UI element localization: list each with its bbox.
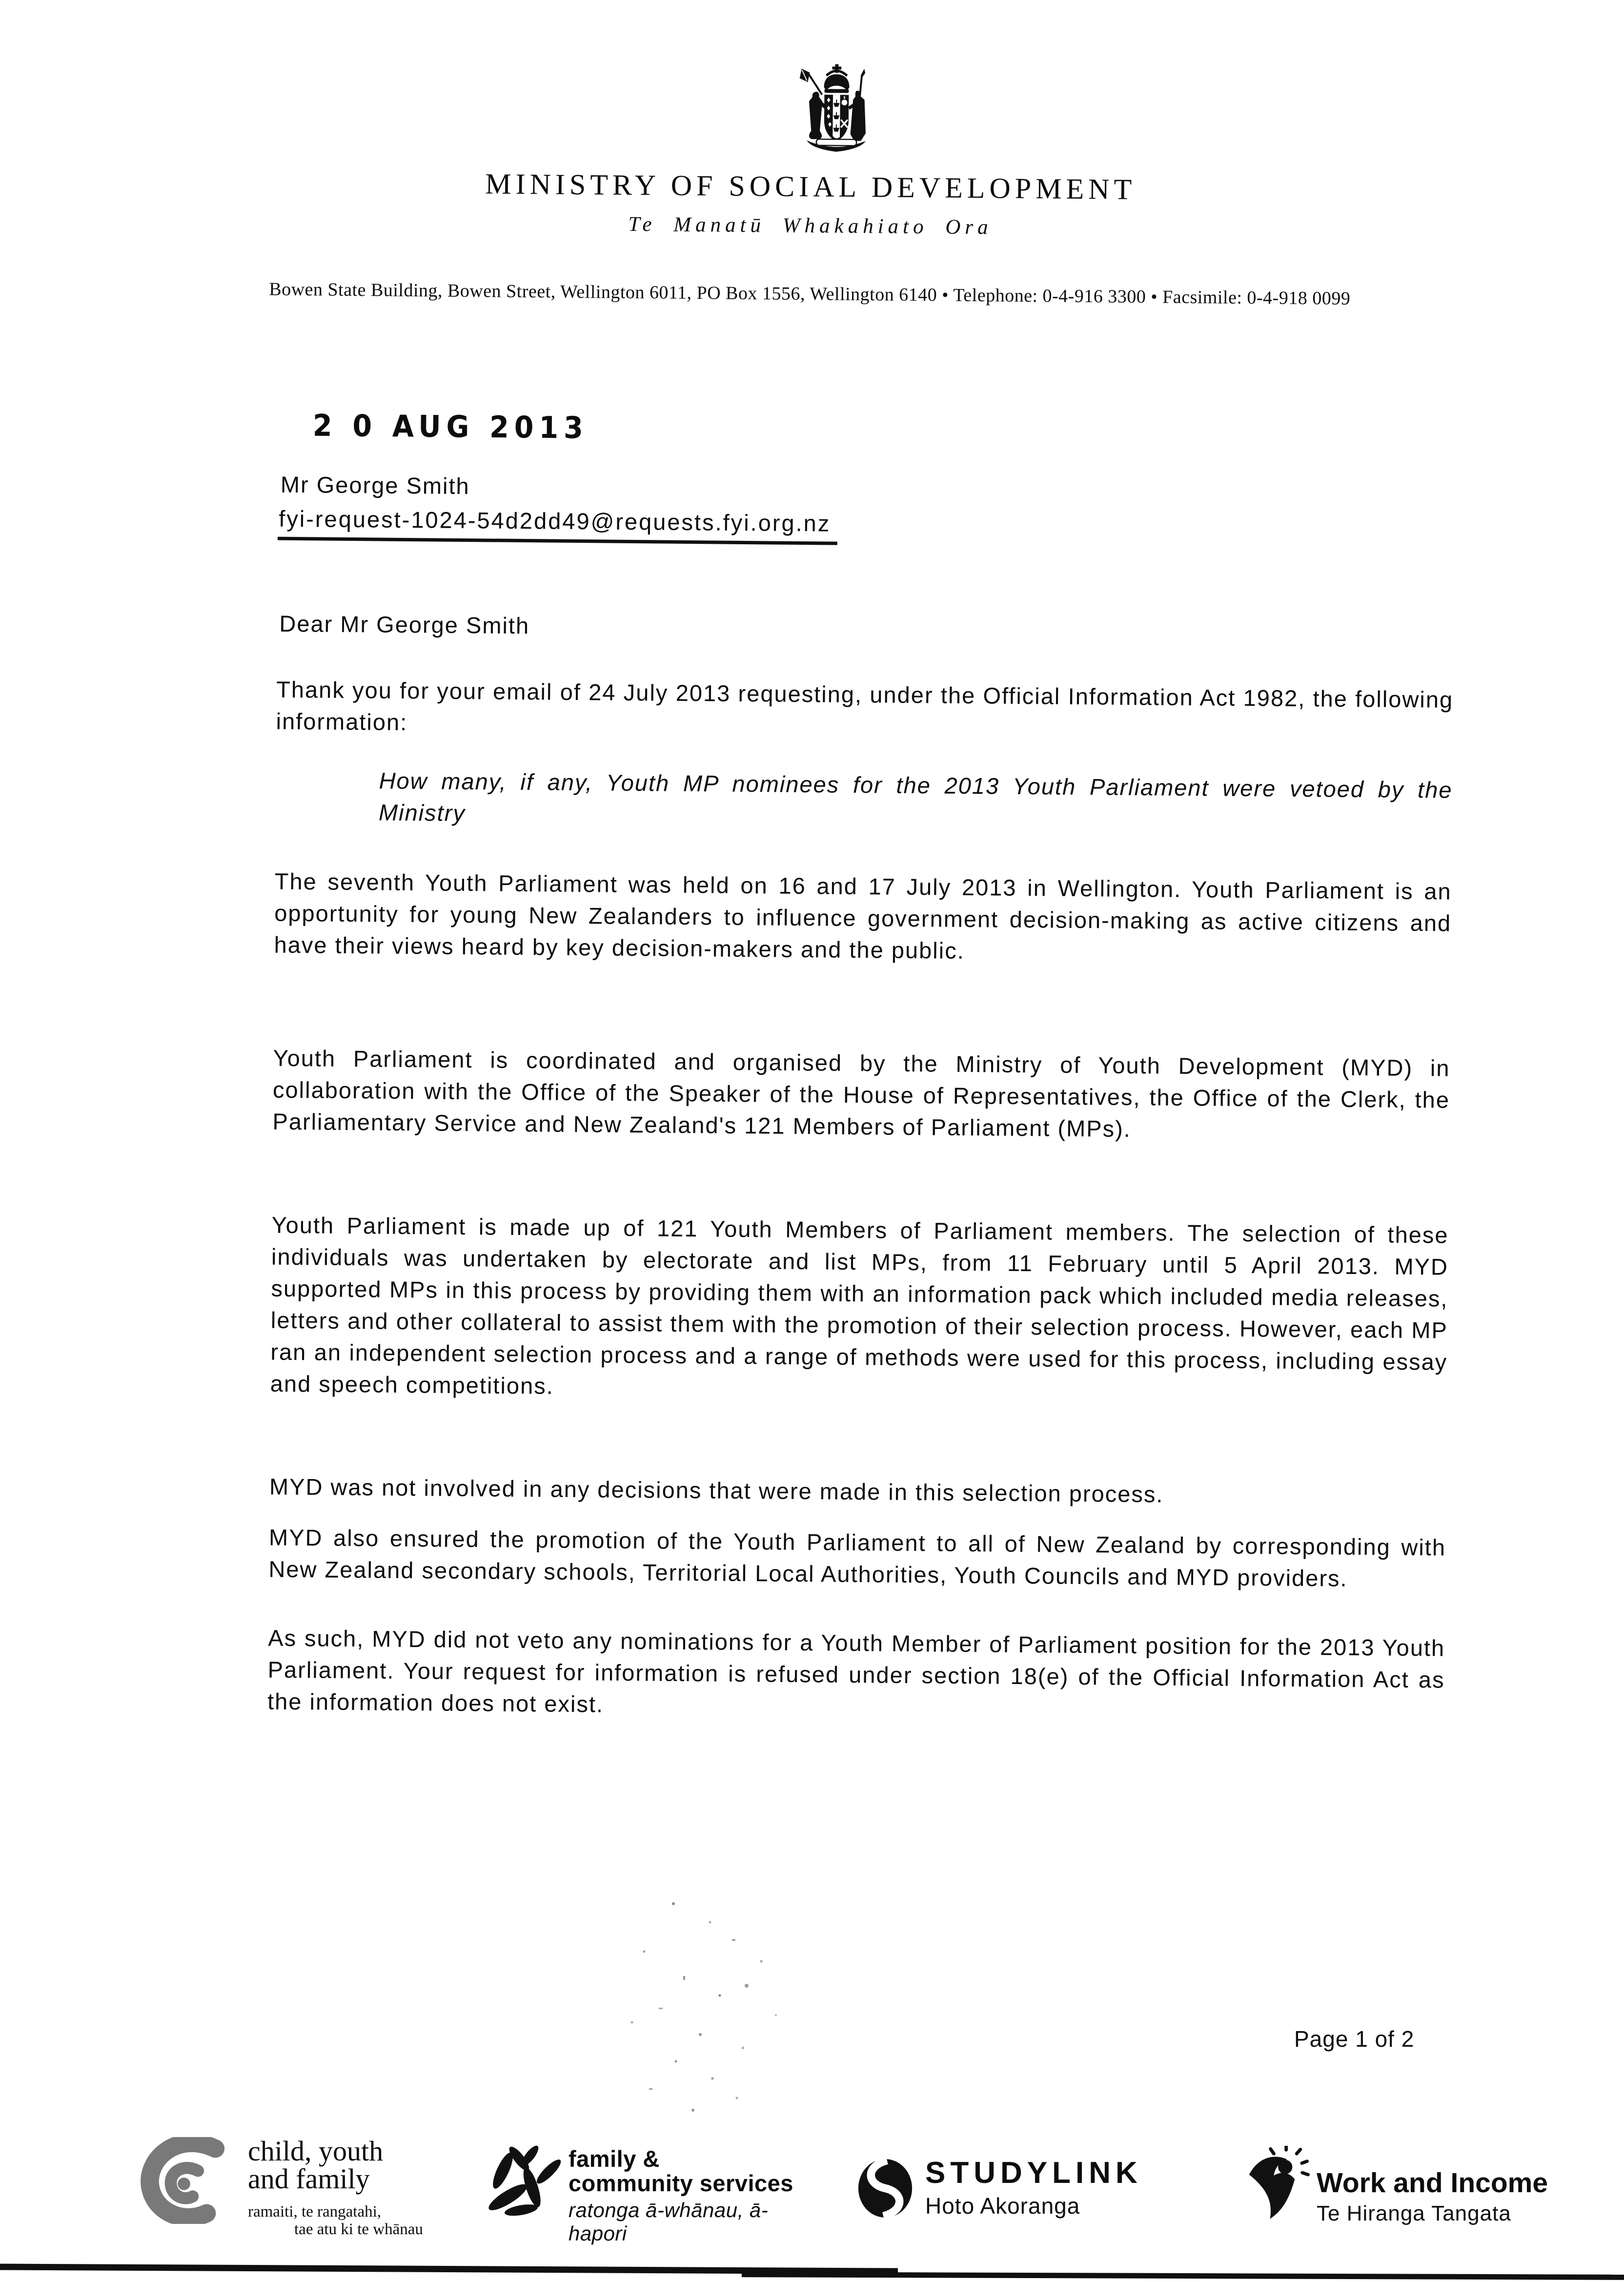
ministry-name: MINISTRY OF SOCIAL DEVELOPMENT	[485, 167, 1137, 206]
paragraph: Youth Parliament is coordinated and organised by the Ministry of Youth Development (MYD) in collaboration with the Office of the Speaker of the House of Representatives, the Office of the Clerk, the Parliamentary Service and New Zealand's 121 Members of Parliament (MPs).	[272, 1045, 1450, 1142]
logo-text: and family	[248, 2163, 370, 2195]
logo-text: STUDYLINK	[925, 2156, 1142, 2190]
koru-spiral-icon	[139, 2137, 231, 2224]
ministry-name-maori: Te Manatū Whakahiato Ora	[628, 212, 993, 239]
paragraph: As such, MYD did not veto any nominations for a Youth Member of Parliament position for the 2013 Youth Parliament. Your request for information is refused under section 18(e) of the Official Information Act as the information does not exist.	[267, 1624, 1445, 1717]
logo-child-youth-family	[248, 2137, 472, 2238]
logo-text: community services	[568, 2170, 793, 2196]
logo-subtext: Te Hiranga Tangata	[1317, 2201, 1511, 2225]
received-date-stamp: 2 0 AUG 2013	[312, 408, 589, 446]
salutation: Dear Mr George Smith	[279, 610, 530, 639]
page-indicator: Page 1 of 2	[1294, 2026, 1415, 2052]
logo-text: family &	[568, 2146, 660, 2172]
studylink-icon	[857, 2158, 914, 2219]
paragraph: The seventh Youth Parliament was held on 16 and 17 July 2013 in Wellington. Youth Parliament is an opportunity for young New Zealanders to influence government decision-making as active citizens and have their views heard by key decision-makers and the public.	[274, 868, 1452, 964]
scanner-noise	[586, 1893, 908, 2122]
logo-subtext: ratonga ā-whānau, ā-hapori	[568, 2199, 769, 2245]
recipient-name: Mr George Smith	[280, 471, 470, 499]
logo-subtext: ramaiti, te rangatahi,	[248, 2203, 382, 2220]
logo-work-and-income	[1317, 2168, 1619, 2226]
scan-edge-artifact	[742, 2272, 1624, 2280]
paragraph: Youth Parliament is made up of 121 Youth Members of Parliament members. The selection of these individuals was undertaken by electorate and list MPs, from 11 February until 5 April 2013. MYD supported MPs in this process by providing them with an information pack which included media releases, letters and other collateral to assist them with the promotion of their selection process. However, each MP ran an independent selection process and a range of methods were used for this process, including essay and speech competitions.	[270, 1212, 1449, 1399]
quoted-request: How many, if any, Youth MP nominees for the 2013 Youth Parliament were vetoed by the Ministry	[378, 767, 1453, 826]
family-community-services-icon	[481, 2142, 565, 2221]
logo-studylink	[925, 2158, 1228, 2219]
logo-subtext: Hoto Akoranga	[925, 2193, 1080, 2219]
logo-subtext: tae atu ki te whānau	[294, 2220, 423, 2238]
paragraph: MYD was not involved in any decisions that were made in this selection process.	[269, 1473, 1164, 1507]
recipient-email: fyi-request-1024-54d2dd49@requests.fyi.org.nz	[278, 505, 838, 545]
paragraph: MYD also ensured the promotion of the Youth Parliament to all of New Zealand by corresponding with New Zealand secondary schools, Territorial Local Authorities, Youth Councils and MYD providers.	[268, 1524, 1446, 1591]
work-and-income-icon	[1245, 2146, 1317, 2220]
letterhead-address-line: Bowen State Building, Bowen Street, Wellington 6011, PO Box 1556, Wellington 6140 • Telephone: 0-4-916 3300 • Facsimile: 0-4-918 0099	[269, 279, 1351, 309]
logo-text: child, youth	[248, 2135, 384, 2167]
logo-text: Work and Income	[1317, 2167, 1548, 2199]
logo-family-community-services	[568, 2147, 822, 2245]
paragraph-intro: Thank you for your email of 24 July 2013 requesting, under the Official Information Act 1982, the following information:	[276, 676, 1454, 735]
